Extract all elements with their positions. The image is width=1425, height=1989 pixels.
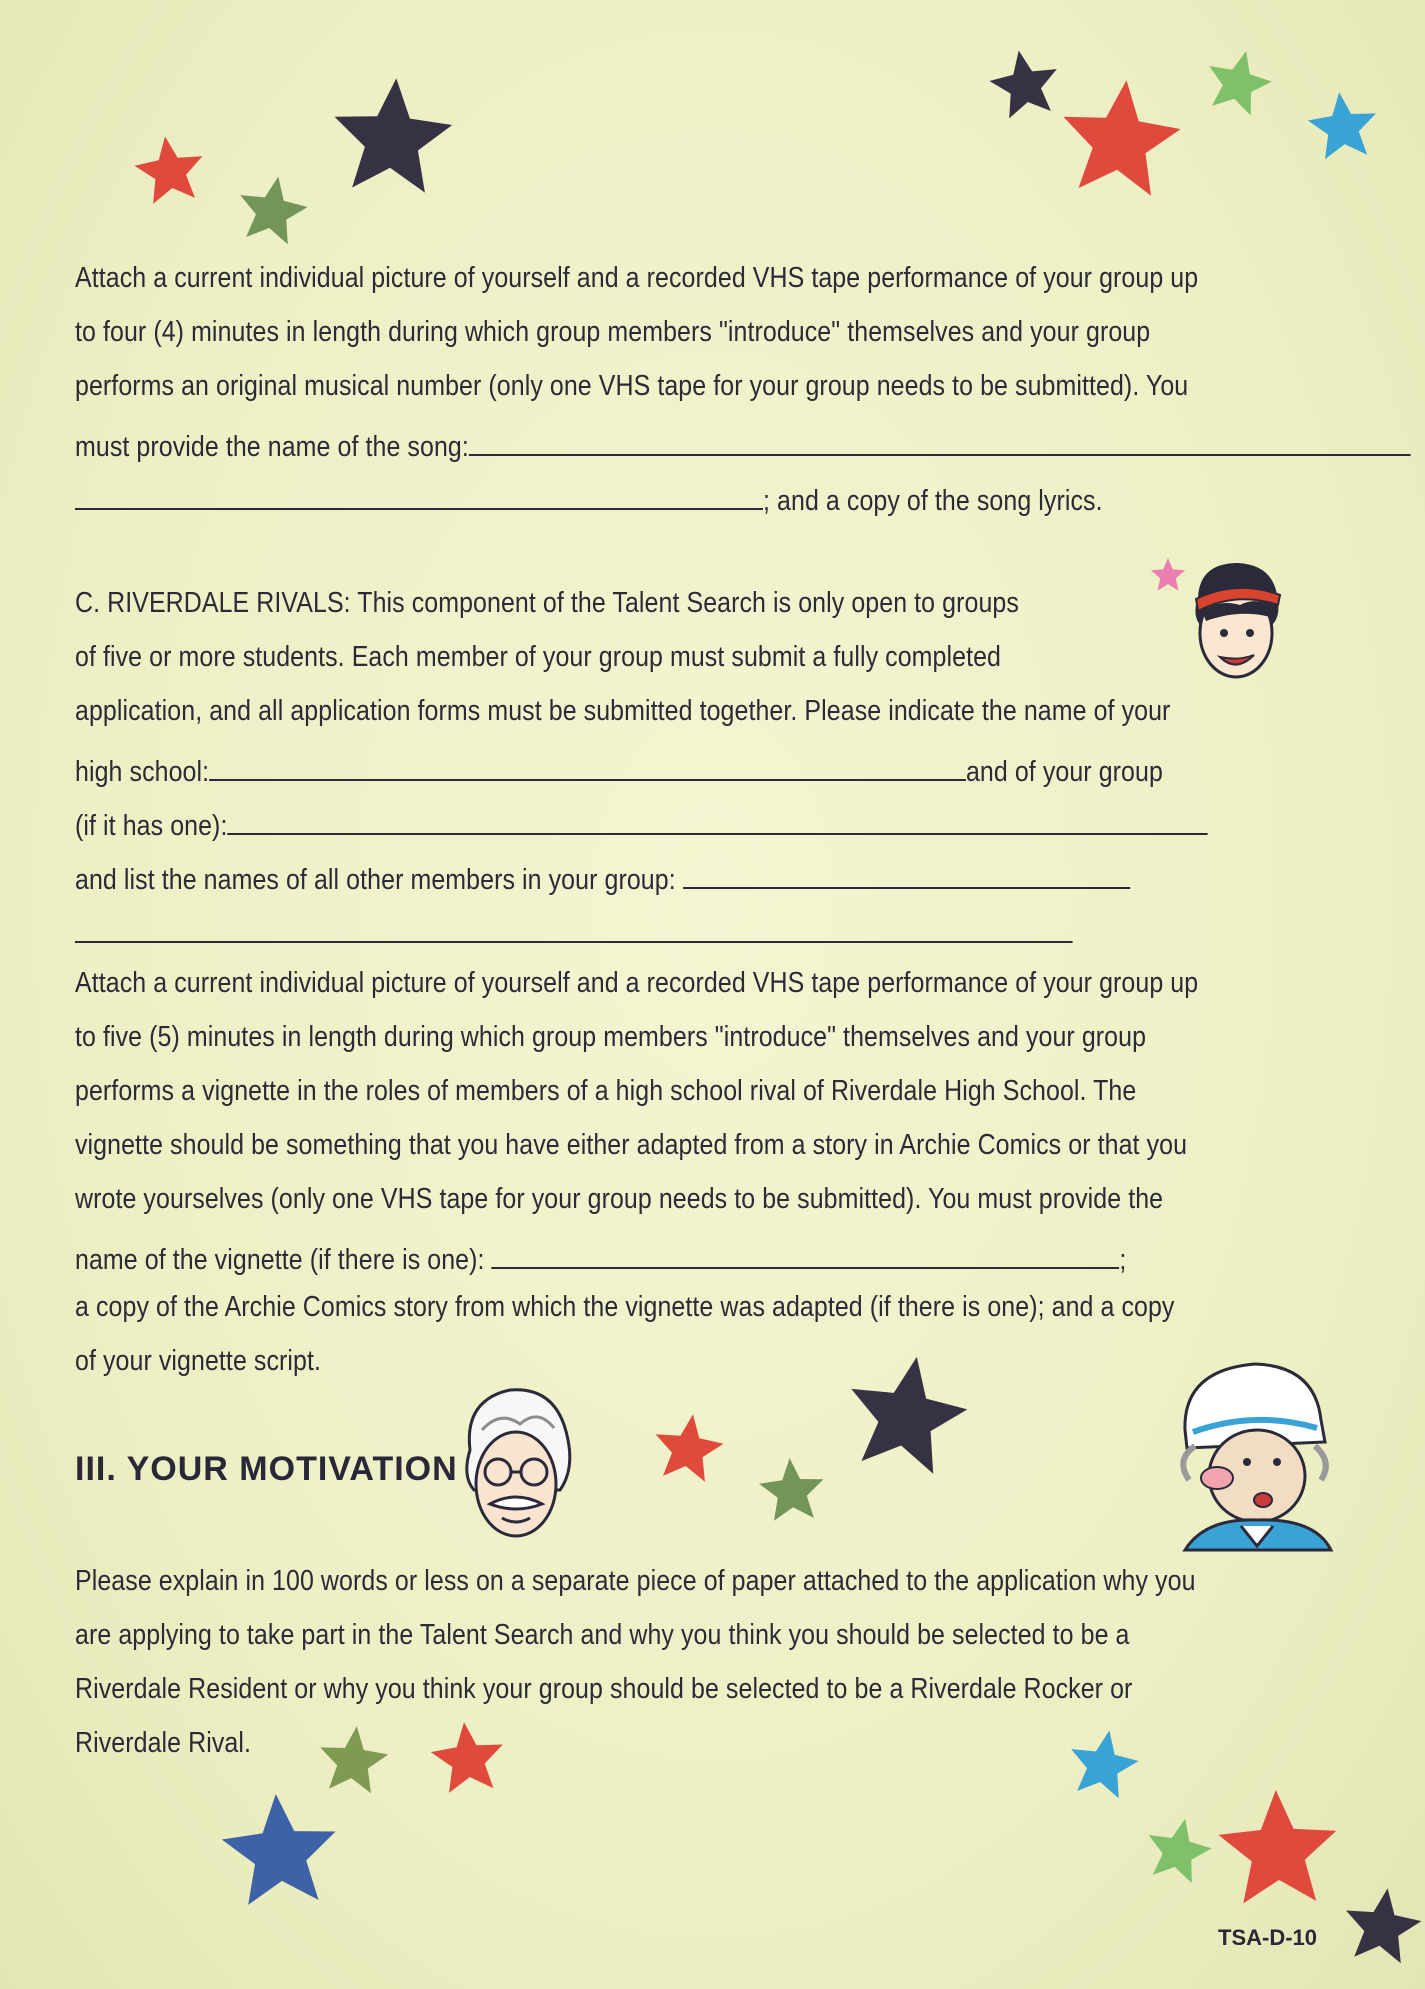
group-name-label: and of your group bbox=[965, 756, 1163, 788]
star-icon bbox=[1149, 1819, 1212, 1883]
text-line bbox=[75, 1291, 1417, 1345]
text-line bbox=[75, 1565, 1417, 1619]
star-icon bbox=[989, 51, 1056, 119]
star-icon bbox=[1218, 1790, 1336, 1903]
vignette-name-label: name of the vignette (if there is one): bbox=[75, 1244, 485, 1276]
paragraph-text: Riverdale Rival. bbox=[75, 1727, 252, 1759]
paragraph-text: Attach a current individual picture of yourself and a recorded VHS tape performance of your group up bbox=[75, 262, 1199, 294]
text-line bbox=[75, 316, 1417, 370]
text-line bbox=[75, 1345, 1417, 1399]
paragraph-text: are applying to take part in the Talent Search and why you think you should be selected to be a bbox=[75, 1619, 1130, 1651]
star-icon bbox=[240, 177, 307, 245]
text-line bbox=[75, 695, 1417, 749]
text-line bbox=[75, 1727, 1417, 1781]
paragraph-text: to five (5) minutes in length during which group members "introduce" themselves and your group bbox=[75, 1021, 1147, 1053]
members-blank[interactable] bbox=[683, 857, 1130, 889]
paragraph-text: vignette should be something that you have either adapted from a story in Archie Comics or that you bbox=[75, 1129, 1188, 1161]
paragraph-text: performs an original musical number (only one VHS tape for your group needs to be submitted). You bbox=[75, 370, 1189, 402]
text-line bbox=[75, 749, 1417, 803]
high-school-blank[interactable] bbox=[209, 749, 966, 781]
star-icon bbox=[1209, 51, 1272, 116]
paragraph-text: Attach a current individual picture of yourself and a recorded VHS tape performance of your group up bbox=[75, 967, 1199, 999]
text-line bbox=[75, 262, 1417, 316]
paragraph-text: Riverdale Resident or why you think your group should be selected to be a Riverdale Rocker or bbox=[75, 1673, 1133, 1705]
paragraph-text: a copy of the Archie Comics story from which the vignette was adapted (if there is one); and a copy bbox=[75, 1291, 1175, 1323]
paragraph-text: Please explain in 100 words or less on a separate piece of paper attached to the application why you bbox=[75, 1565, 1196, 1597]
text-line bbox=[75, 641, 1417, 695]
star-icon bbox=[135, 136, 203, 203]
members-blank-continued[interactable] bbox=[75, 911, 1073, 943]
text-line bbox=[75, 857, 1417, 911]
star-icon bbox=[1308, 92, 1376, 159]
paragraph-text: wrote yourselves (only one VHS tape for your group needs to be submitted). You must provide the bbox=[75, 1183, 1164, 1215]
text-line bbox=[75, 587, 1417, 641]
text-line bbox=[75, 1237, 1417, 1291]
star-icon bbox=[335, 78, 453, 192]
members-label: and list the names of all other members in your group: bbox=[75, 864, 676, 896]
text-line bbox=[75, 478, 1417, 532]
star-icon bbox=[1063, 80, 1180, 195]
text-line bbox=[75, 1129, 1417, 1183]
text-line bbox=[75, 370, 1417, 424]
text-line bbox=[75, 1619, 1417, 1673]
star-icon bbox=[656, 1414, 724, 1481]
vignette-name-blank[interactable] bbox=[492, 1237, 1120, 1269]
group-name-label-continued: (if it has one): bbox=[75, 810, 228, 842]
star-icon bbox=[1346, 1888, 1421, 1963]
cartoon-principal-weatherbee-icon bbox=[450, 1380, 580, 1550]
text-line bbox=[75, 911, 1417, 965]
star-icon bbox=[222, 1794, 336, 1905]
paragraph-text: performs a vignette in the roles of members of a high school rival of Riverdale High School. The bbox=[75, 1075, 1137, 1107]
motivation-heading: III. YOUR MOTIVATION bbox=[75, 1450, 458, 1488]
text-line bbox=[75, 1183, 1417, 1237]
paragraph-text: of your vignette script. bbox=[75, 1345, 322, 1377]
star-icon bbox=[759, 1458, 824, 1521]
semicolon-text: ; bbox=[1119, 1244, 1127, 1276]
section-c-heading-text: C. RIVERDALE RIVALS: This component of the Talent Search is only open to groups bbox=[75, 587, 1019, 619]
paragraph-text: application, and all application forms must be submitted together. Please indicate the name of your bbox=[75, 695, 1171, 727]
song-name-blank-continued[interactable] bbox=[75, 478, 763, 510]
paragraph-text: of five or more students. Each member of your group must submit a fully completed bbox=[75, 641, 1002, 673]
paragraph-text: to four (4) minutes in length during which group members "introduce" themselves and your group bbox=[75, 316, 1151, 348]
song-name-label: must provide the name of the song: bbox=[75, 431, 469, 463]
song-lyrics-text: ; and a copy of the song lyrics. bbox=[763, 485, 1103, 517]
high-school-label: high school: bbox=[75, 756, 210, 788]
text-line bbox=[75, 1673, 1417, 1727]
page-code: TSA-D-10 bbox=[1218, 1925, 1318, 1950]
group-name-blank[interactable] bbox=[227, 803, 1207, 835]
text-line bbox=[75, 803, 1417, 857]
song-name-blank[interactable] bbox=[469, 424, 1411, 456]
text-line bbox=[75, 967, 1417, 1021]
text-line bbox=[75, 424, 1417, 478]
text-line bbox=[75, 1021, 1417, 1075]
text-line bbox=[75, 1075, 1417, 1129]
